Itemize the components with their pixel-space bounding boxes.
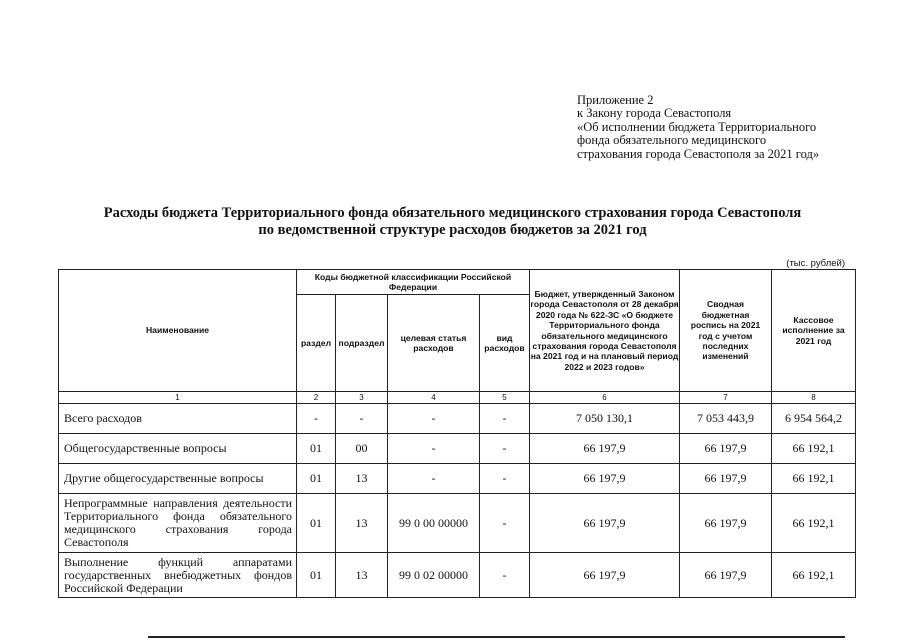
row-podrazdel: -	[336, 404, 388, 434]
row-budget: 66 197,9	[530, 494, 680, 553]
appendix-line: Приложение 2	[577, 93, 654, 107]
table-row	[59, 404, 856, 434]
appendix-line: страхования города Севастополя за 2021 год»	[577, 146, 820, 161]
row-name: Другие общегосударственные вопросы	[59, 464, 297, 494]
col-number: 8	[772, 392, 856, 404]
row-podrazdel: 13	[336, 464, 388, 494]
row-budget: 66 197,9	[530, 553, 680, 598]
table-row	[59, 494, 856, 553]
row-summary: 66 197,9	[680, 434, 772, 464]
header-name: Наименование	[59, 270, 297, 392]
row-razdel: 01	[297, 553, 336, 598]
row-summary: 66 197,9	[680, 464, 772, 494]
row-podrazdel: 13	[336, 553, 388, 598]
header-razdel: раздел	[297, 295, 336, 392]
row-podrazdel: 00	[336, 434, 388, 464]
header-cash: Кассовое исполнение за 2021 год	[772, 270, 856, 392]
header-podrazdel: подраздел	[336, 295, 388, 392]
row-target: 99 0 00 00000	[388, 494, 480, 553]
row-podrazdel: 13	[336, 494, 388, 553]
col-number: 1	[59, 392, 297, 404]
row-vid: -	[480, 553, 530, 598]
title-line-1: Расходы бюджета Территориального фонда обязательного медицинского страхования города Севастополя	[103, 205, 802, 221]
row-target: 99 0 02 00000	[388, 553, 480, 598]
row-summary: 66 197,9	[680, 494, 772, 553]
row-vid: -	[480, 464, 530, 494]
header-vid: вид расходов	[480, 295, 530, 392]
expenditure-table	[58, 269, 856, 598]
row-cash: 66 192,1	[772, 464, 856, 494]
row-cash: 6 954 564,2	[772, 404, 856, 434]
row-razdel: -	[297, 404, 336, 434]
row-vid: -	[480, 494, 530, 553]
row-razdel: 01	[297, 464, 336, 494]
row-budget: 7 050 130,1	[530, 404, 680, 434]
row-name: Выполнение функций аппаратами государственных внебюджетных фондов Российской Федерации	[59, 553, 297, 598]
row-name: Общегосударственные вопросы	[59, 434, 297, 464]
appendix-note	[577, 94, 877, 161]
row-budget: 66 197,9	[530, 434, 680, 464]
header-target: целевая статья расходов	[388, 295, 480, 392]
row-summary: 66 197,9	[680, 553, 772, 598]
table-row	[59, 464, 856, 494]
row-razdel: 01	[297, 494, 336, 553]
row-vid: -	[480, 404, 530, 434]
table-row	[59, 434, 856, 464]
row-cash: 66 192,1	[772, 553, 856, 598]
col-number: 5	[480, 392, 530, 404]
row-cash: 66 192,1	[772, 434, 856, 464]
header-budget: Бюджет, утвержденный Законом города Севастополя от 28 декабря 2020 года № 622-ЗС «О бюджете Территориального фонда обязательного медицинского страхования города Севастополя на 2021 год и на плановый период 2022 и 2023 годов»	[530, 270, 680, 392]
row-target: -	[388, 464, 480, 494]
row-summary: 7 053 443,9	[680, 404, 772, 434]
title-line-2: по ведомственной структуре расходов бюджетов за 2021 год	[258, 222, 647, 238]
header-summary: Сводная бюджетная роспись на 2021 год с учетом последних изменений	[680, 270, 772, 392]
col-number: 2	[297, 392, 336, 404]
col-number: 4	[388, 392, 480, 404]
header-codes-group: Коды бюджетной классификации Российской Федерации	[297, 270, 530, 295]
appendix-line: «Об исполнении бюджета Территориального	[577, 119, 817, 134]
appendix-line: фонда обязательного медицинского	[577, 133, 767, 148]
row-vid: -	[480, 434, 530, 464]
col-number: 6	[530, 392, 680, 404]
col-number: 3	[336, 392, 388, 404]
row-target: -	[388, 434, 480, 464]
bottom-rule	[148, 636, 845, 638]
col-number: 7	[680, 392, 772, 404]
document-title	[0, 205, 905, 239]
row-name: Всего расходов	[59, 404, 297, 434]
row-cash: 66 192,1	[772, 494, 856, 553]
row-budget: 66 197,9	[530, 464, 680, 494]
row-razdel: 01	[297, 434, 336, 464]
appendix-line: к Закону города Севастополя	[577, 106, 732, 121]
unit-label: (тыс. рублей)	[786, 258, 845, 269]
table-row	[59, 553, 856, 598]
row-target: -	[388, 404, 480, 434]
row-name: Непрограммные направления деятельности Территориального фонда обязательного медицинского страхования города Севастополя	[59, 494, 297, 553]
